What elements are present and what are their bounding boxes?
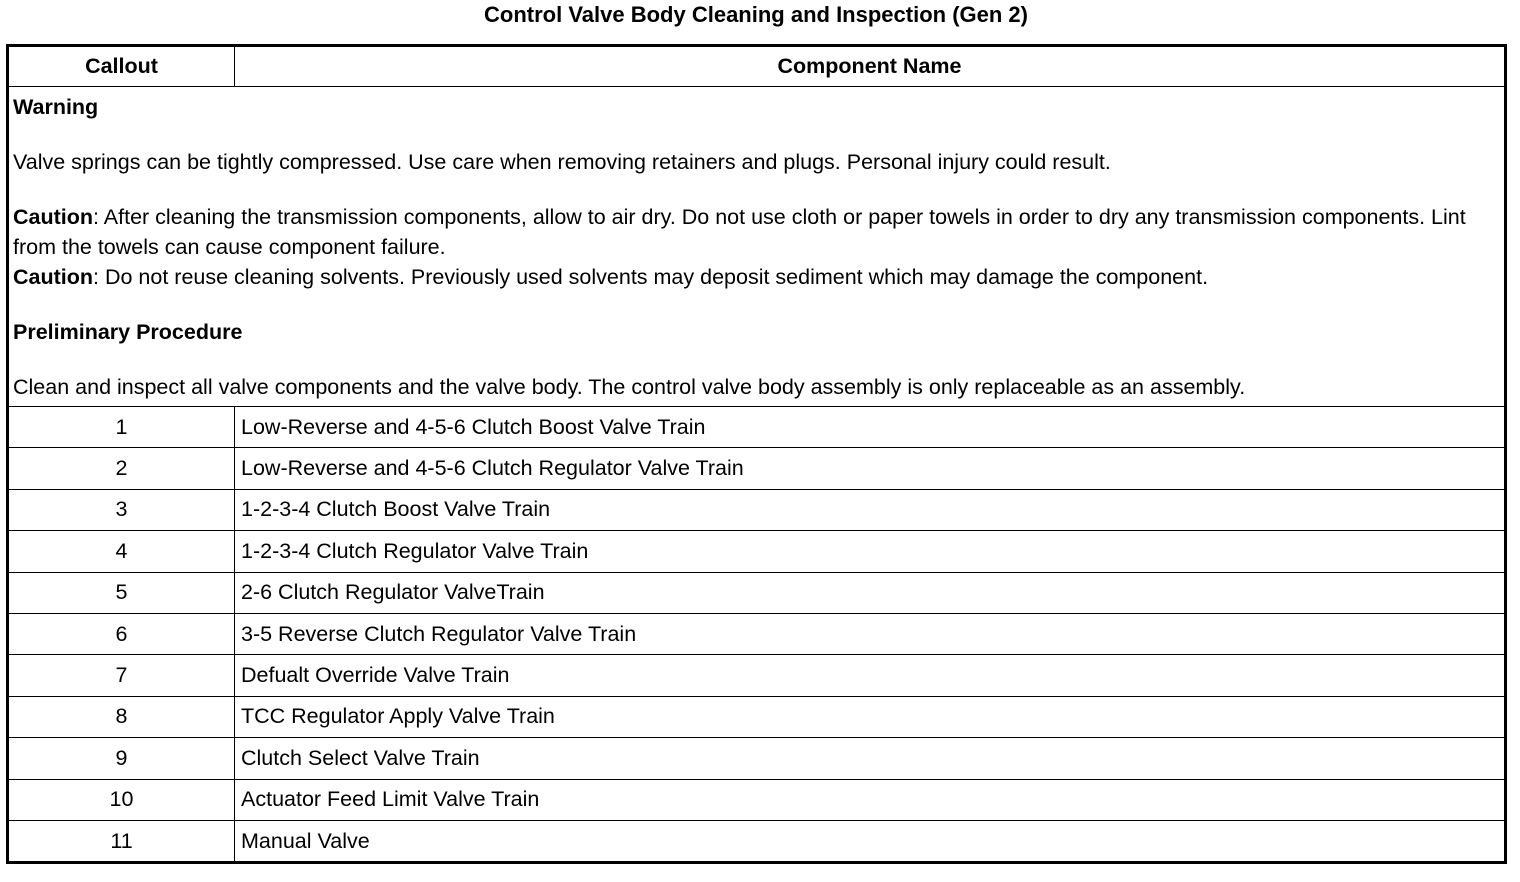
preliminary-text: Clean and inspect all valve components and the valve body. The control valve body assembly is only replaceable as an assembly. (13, 375, 1246, 399)
table-row (8, 407, 1506, 448)
caution-1-text: : After cleaning the transmission components, allow to air dry. Do not use cloth or paper towels in order to dry any transmission components. Lint from the towels can cause component failure. (13, 205, 1466, 259)
component-name-cell: Low-Reverse and 4-5-6 Clutch Boost Valve Train (235, 407, 1506, 448)
component-name-cell: 1-2-3-4 Clutch Regulator Valve Train (235, 531, 1506, 572)
table-row (8, 738, 1506, 779)
component-name-cell: Manual Valve (235, 820, 1506, 862)
component-name-cell: Actuator Feed Limit Valve Train (235, 779, 1506, 820)
component-name-cell: TCC Regulator Apply Valve Train (235, 696, 1506, 737)
table-row (8, 779, 1506, 820)
table-row (8, 655, 1506, 696)
callout-cell: 9 (8, 738, 235, 779)
page-title: Control Valve Body Cleaning and Inspection (Gen 2) (484, 2, 1028, 27)
callout-cell: 4 (8, 531, 235, 572)
component-name-cell: 3-5 Reverse Clutch Regulator Valve Train (235, 613, 1506, 654)
callout-cell: 2 (8, 448, 235, 489)
callout-cell: 3 (8, 489, 235, 530)
notes-cell (8, 87, 1506, 407)
callout-cell: 6 (8, 613, 235, 654)
table-row (8, 489, 1506, 530)
component-name-cell: 1-2-3-4 Clutch Boost Valve Train (235, 489, 1506, 530)
table-row (8, 613, 1506, 654)
table-row (8, 572, 1506, 613)
table-row (8, 820, 1506, 862)
callout-cell: 7 (8, 655, 235, 696)
callout-cell: 8 (8, 696, 235, 737)
caution-2-text: : Do not reuse cleaning solvents. Previously used solvents may deposit sediment which may damage the component. (93, 265, 1209, 289)
header-row (8, 46, 1506, 87)
component-name-cell: 2-6 Clutch Regulator ValveTrain (235, 572, 1506, 613)
warning-text: Valve springs can be tightly compressed. Use care when removing retainers and plugs. Personal injury could result. (13, 150, 1111, 174)
component-table (6, 44, 1507, 864)
table-row (8, 448, 1506, 489)
callout-cell: 10 (8, 779, 235, 820)
caution-label: Caution (13, 205, 94, 229)
table-row (8, 531, 1506, 572)
warning-heading: Warning (13, 95, 99, 119)
callout-cell: 1 (8, 407, 235, 448)
header-callout: Callout (8, 46, 235, 87)
component-name-cell: Defualt Override Valve Train (235, 655, 1506, 696)
component-name-cell: Low-Reverse and 4-5-6 Clutch Regulator Valve Train (235, 448, 1506, 489)
callout-cell: 11 (8, 820, 235, 862)
table-row (8, 696, 1506, 737)
notes-row (8, 87, 1506, 407)
caution-1 (13, 202, 1500, 262)
callout-cell: 5 (8, 572, 235, 613)
header-component-name: Component Name (235, 46, 1506, 87)
caution-2 (13, 262, 1500, 292)
preliminary-heading: Preliminary Procedure (13, 320, 243, 344)
component-name-cell: Clutch Select Valve Train (235, 738, 1506, 779)
caution-label: Caution (13, 265, 94, 289)
